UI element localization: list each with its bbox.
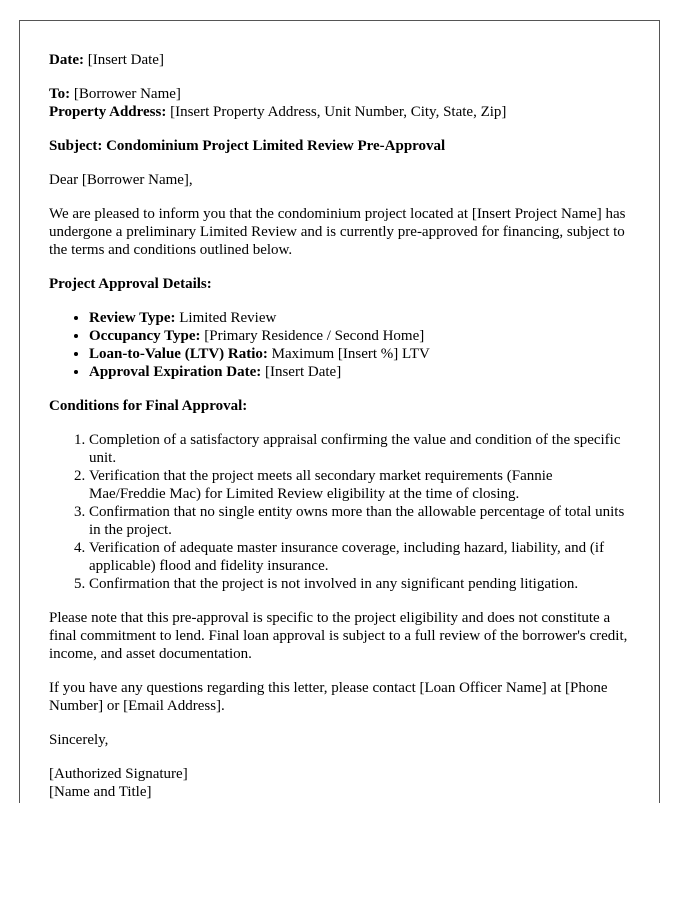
note-paragraph: Please note that this pre-approval is specific to the project eligibility and does not constitute a final commitment to lend. Final loan approval is subject to a full review of the borrower's credit, income, and asset documentation. [49, 610, 628, 662]
detail-value: Limited Review [175, 310, 277, 326]
condition-item: 4. Verification of adequate master insurance coverage, including hazard, liability, and (if applicable) flood and fidelity insurance. [89, 539, 630, 575]
date-label: Date: [49, 52, 84, 68]
detail-label: Occupancy Type: [89, 328, 201, 344]
property-address-line [49, 103, 630, 121]
signature-placeholder: [Authorized Signature] [49, 766, 188, 782]
conditions-heading [49, 397, 630, 415]
detail-label: Review Type: [89, 310, 176, 326]
contact-paragraph: If you have any questions regarding this letter, please contact [Loan Officer Name] at [Phone Number] or [Email Address]. [49, 680, 608, 714]
detail-label: Loan-to-Value (LTV) Ratio: [89, 346, 268, 362]
detail-label: Approval Expiration Date: [89, 364, 262, 380]
detail-item-ltv-ratio [89, 345, 630, 363]
details-heading-text: Project Approval Details: [49, 276, 212, 292]
date-line [49, 51, 630, 69]
condition-item: 1. Completion of a satisfactory appraisal confirming the value and condition of the specific unit. [89, 431, 630, 467]
subject-text: Subject: Condominium Project Limited Review Pre-Approval [49, 138, 446, 154]
conditions-list [49, 431, 630, 593]
details-heading [49, 275, 630, 293]
detail-item-expiration-date [89, 363, 630, 381]
subject-line [49, 137, 630, 155]
salutation: Dear [Borrower Name], [49, 172, 193, 188]
detail-value: [Insert Date] [261, 364, 342, 380]
to-value: [Borrower Name] [70, 86, 181, 102]
detail-item-occupancy-type [89, 327, 630, 345]
condition-item: 5. Confirmation that the project is not involved in any significant pending litigation. [89, 575, 630, 593]
property-address-value: [Insert Property Address, Unit Number, City, State, Zip] [166, 104, 507, 120]
closing: Sincerely, [49, 732, 109, 748]
recipient-line [49, 85, 630, 103]
letter-document [19, 20, 660, 803]
detail-value: [Primary Residence / Second Home] [200, 328, 425, 344]
name-title-placeholder: [Name and Title] [49, 784, 152, 800]
condition-item: 2. Verification that the project meets all secondary market requirements (Fannie Mae/Freddie Mac) for Limited Review eligibility at the time of closing. [89, 467, 630, 503]
intro-paragraph: We are pleased to inform you that the condominium project located at [Insert Project Name] has undergone a preliminary Limited Review and is currently pre-approved for financing, subject to the terms and conditions outlined below. [49, 206, 626, 258]
conditions-heading-text: Conditions for Final Approval: [49, 398, 248, 414]
to-label: To: [49, 86, 71, 102]
property-address-label: Property Address: [49, 104, 167, 120]
date-value: [Insert Date] [83, 52, 164, 68]
detail-item-review-type [89, 309, 630, 327]
condition-item: 3. Confirmation that no single entity owns more than the allowable percentage of total units in the project. [89, 503, 630, 539]
details-list [49, 309, 630, 381]
detail-value: Maximum [Insert %] LTV [267, 346, 430, 362]
